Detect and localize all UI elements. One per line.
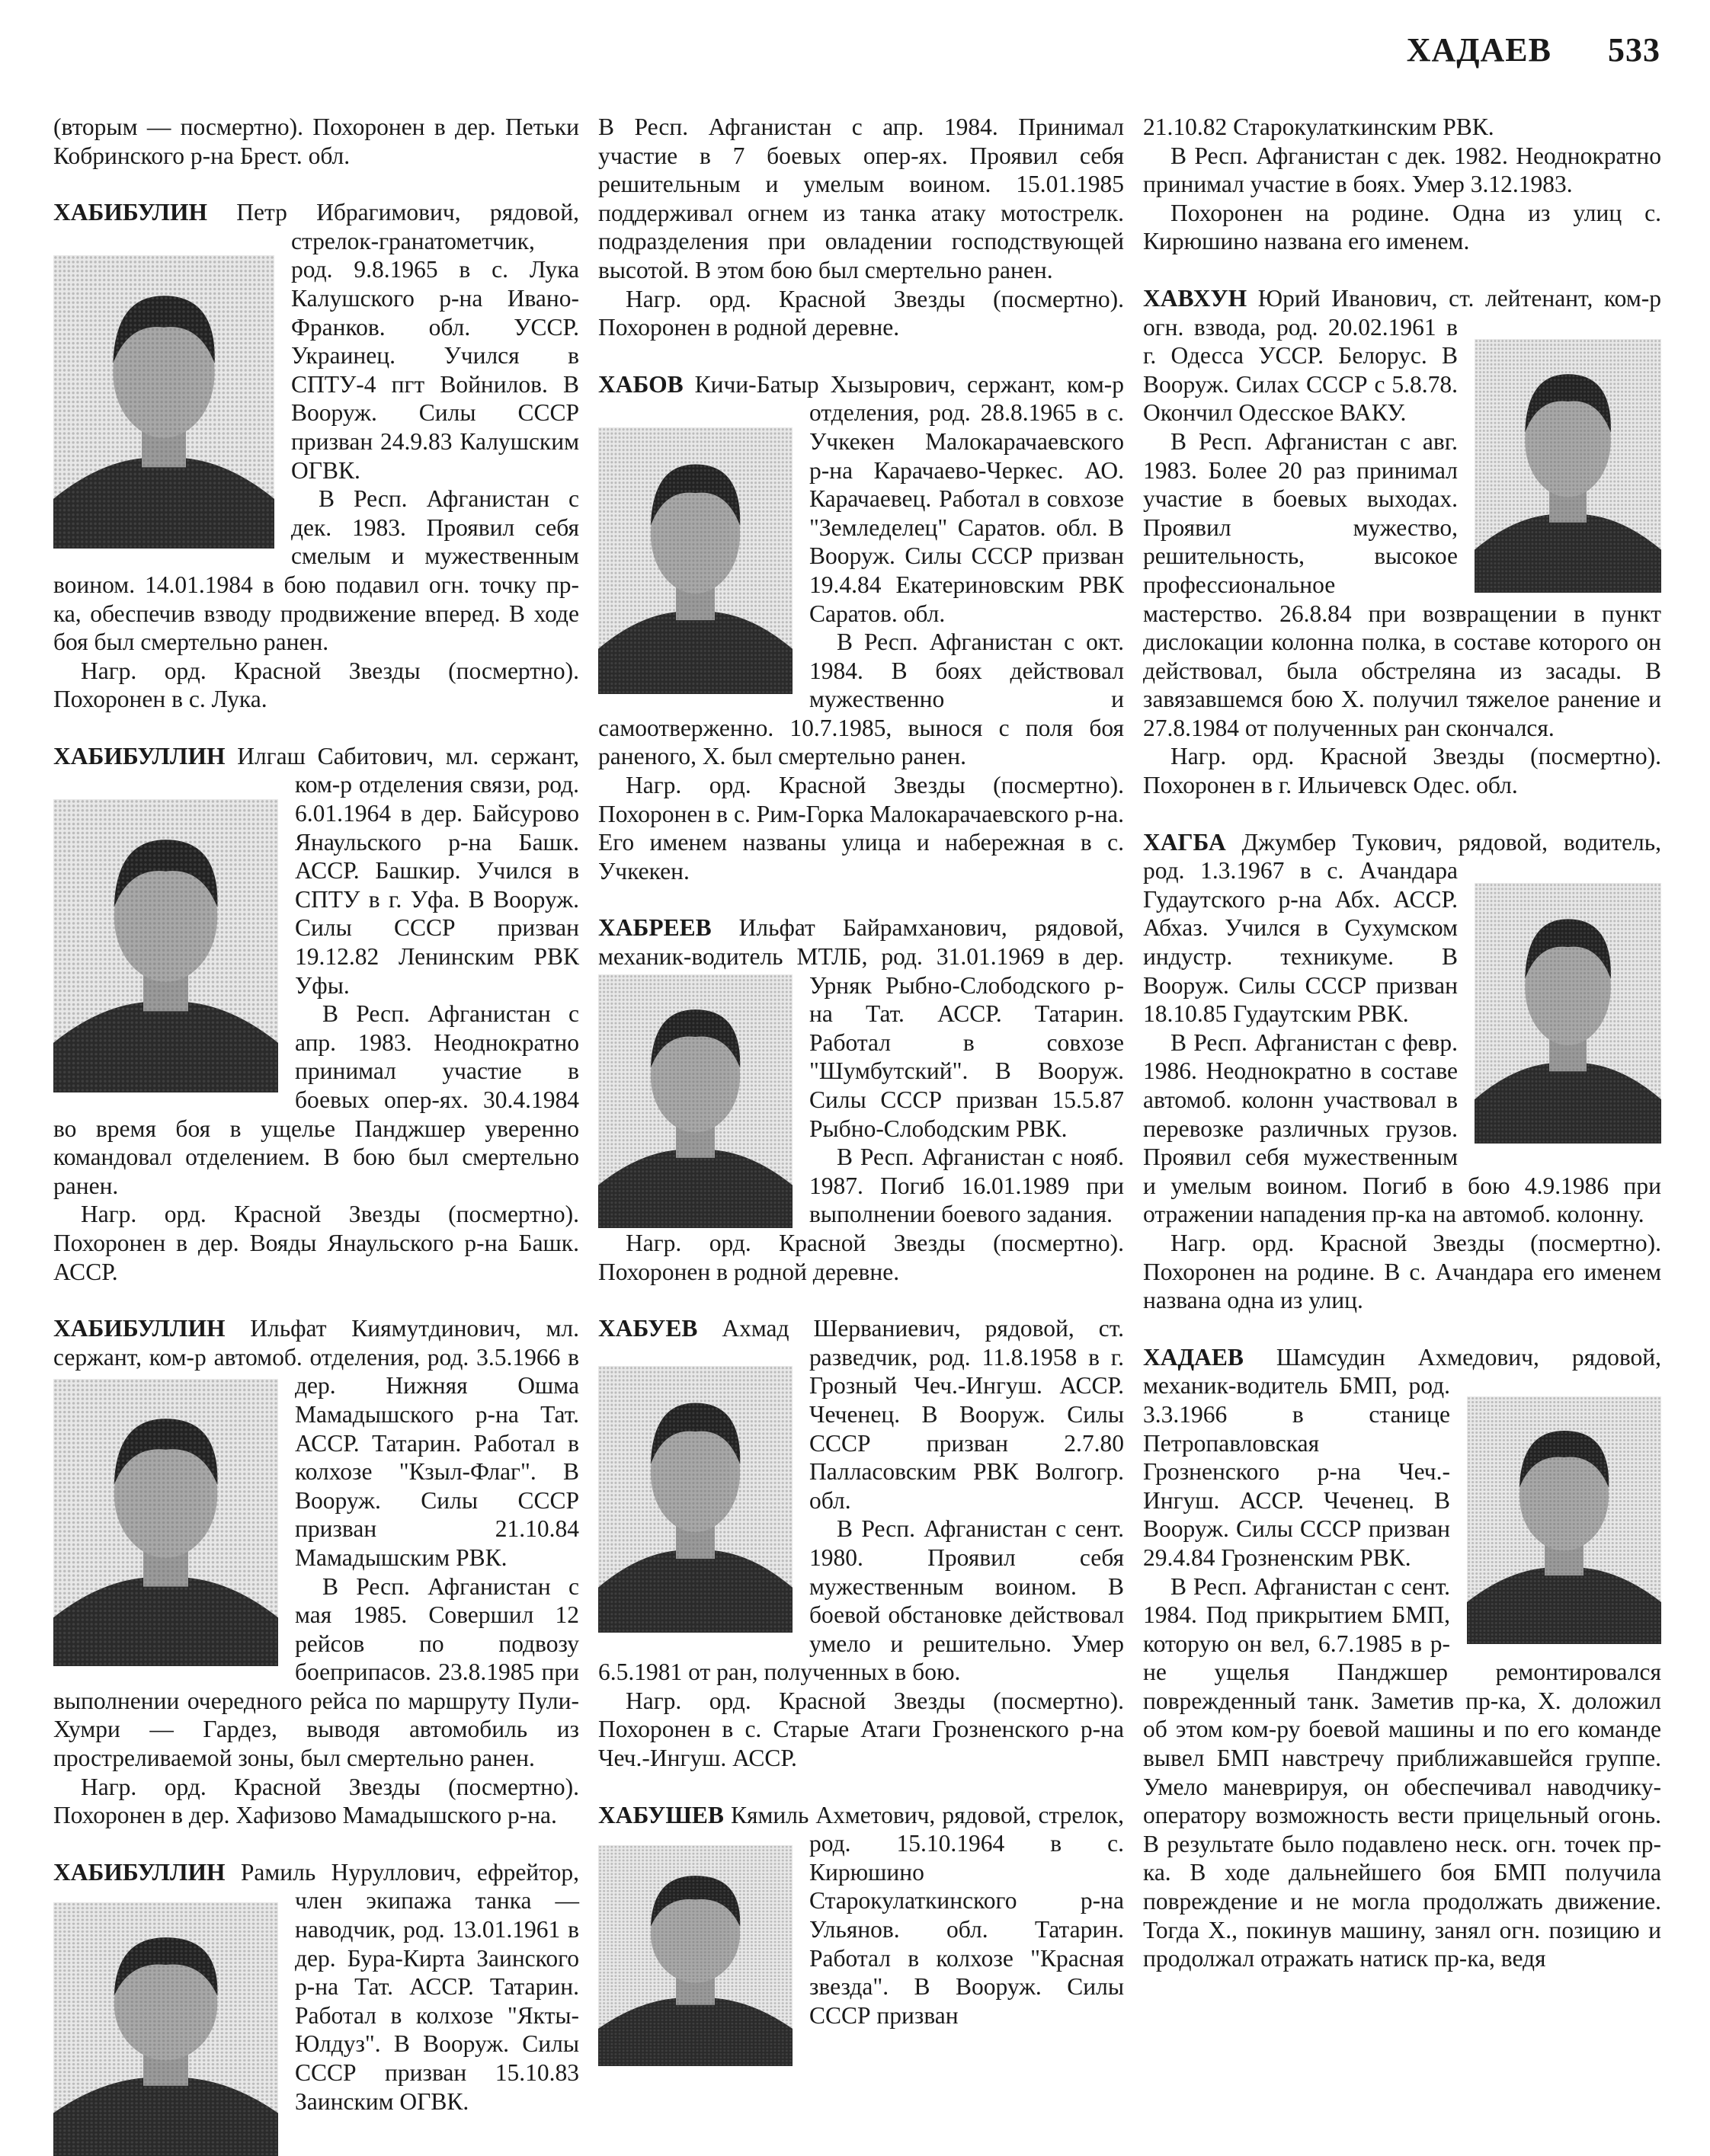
- entry-paragraph: Нагр. орд. Красной Звезды (посмертно). Похоронен в с. Рим-Горка Малокарачаевского р-на. Его именем названы улица и набережная в с. Учкекен.: [598, 772, 1124, 884]
- biography-entry: [1143, 828, 1661, 1315]
- entry-lead-text: Ильфат Киямутдинович, мл. сержант, ком-р автомоб. отделения, род. 3.5.1966 в дер. Нижняя Ошма Мамадышского р-на Тат. АССР. Татарин. Работал в колхозе "Кзыл-Флаг". В Вооруж. Силы СССР призван 21.10.84 Мамадышским РВК.: [53, 1315, 579, 1571]
- biography-entry: [598, 1801, 1124, 2030]
- biography-entry: [53, 1314, 579, 1830]
- entry-paragraph: Нагр. орд. Красной Звезды (посмертно). Похоронен в г. Ильичевск Одес. обл.: [1143, 743, 1661, 799]
- entry-surname: ХАБУШЕВ: [598, 1801, 724, 1828]
- entry-paragraph: В Респ. Афганистан с сент. 1980. Проявил себя мужественным воином. В боевой обстановке действовал умело и решительно. Умер 6.5.1981 от ран, полученных в бою.: [598, 1515, 1124, 1686]
- entry-lead-text: Илгаш Сабитович, мл. сержант, ком-р отделения связи, род. 6.01.1964 в дер. Байсурово Янаульского р-на Башк. АССР. Башкир. Учился в СПТУ в г. Уфа. В Вооруж. Силы СССР призван 19.12.82 Ленинским РВК Уфы.: [225, 742, 579, 999]
- entry-paragraph: В Респ. Афганистан с мая 1985. Совершил 12 рейсов по подвозу боеприпасов. 23.8.1985 при выполнении очередного рейса по маршруту Пули-Хумри — Гардез, выводя автомобиль из простреливаемой зоны, был смертельно ранен.: [53, 1572, 579, 1772]
- entry-paragraph: Нагр. орд. Красной Звезды (посмертно). Похоронен на родине. В с. Ачандара его именем названа одна из улиц.: [1143, 1229, 1661, 1314]
- entry-surname: ХАБИБУЛЛИН: [53, 742, 226, 769]
- portrait-photo: [53, 799, 278, 1092]
- entry-surname: ХАБИБУЛЛИН: [53, 1858, 226, 1886]
- continuation-paragraph: 21.10.82 Старокулаткинским РВК.: [1143, 114, 1494, 140]
- continuation-paragraph: Нагр. орд. Красной Звезды (посмертно). Похоронен в родной деревне.: [598, 285, 1124, 341]
- column-1: [53, 113, 579, 2156]
- entry-lead-text: Ахмад Шерваниевич, рядовой, ст. разведчик, род. 11.8.1958 в г. Грозный Чеч.-Ингуш. АССР. Чеченец. В Вооруж. Силы СССР призван 2.7.80 Палласовским РВК Волгогр. обл.: [697, 1315, 1124, 1514]
- column-3: [1143, 113, 1661, 1973]
- entry-paragraph: Нагр. орд. Красной Звезды (посмертно). Похоронен в с. Лука.: [53, 657, 579, 713]
- biography-entry: [598, 370, 1124, 886]
- entry-lead-text: Шамсудин Ахмедович, рядовой, механик-водитель БМП, род. 3.3.1966 в станице Петропавловская Грозненского р-на Чеч.-Ингуш. АССР. Чеченец. В Вооруж. Силы СССР призван 29.4.84 Грозненским РВК.: [1143, 1343, 1661, 1571]
- portrait-photo: [1475, 339, 1661, 593]
- entry-surname: ХАБИБУЛЛИН: [53, 1315, 226, 1342]
- entry-paragraph: В Респ. Афганистан с апр. 1983. Неоднократно принимал участие в боевых опер-ях. 30.4.1984 во время боя в ущелье Панджшер уверенно командовал отделением. В бою был смертельно ранен.: [53, 1000, 579, 1199]
- entry-paragraph: В Респ. Афганистан с окт. 1984. В боях действовал мужественно и самоотверженно. 10.7.1985, вынося с поля боя раненого, Х. был смертельно ранен.: [598, 629, 1124, 770]
- portrait-photo: [1467, 1396, 1661, 1644]
- portrait-photo: [53, 1902, 278, 2156]
- entry-paragraph: В Респ. Афганистан с авг. 1983. Более 20 раз принимал участие в боевых выходах. Проявил мужество, решительность, высокое профессиональное мастерство. 26.8.84 при возвращении в пункт дислокации колонна полка, в составе которого он действовал, была обстреляна из засады. В завязавшемся бою Х. получил тяжелое ранение и 27.8.1984 от полученных ран скончался.: [1143, 427, 1661, 741]
- entry-paragraph: В Респ. Афганистан с февр. 1986. Неоднократно в составе автомоб. колонн участвовал в перевозке различных грузов. Проявил себя мужественным и умелым воином. Погиб в бою 4.9.1986 при отражении нападения пр-ка на автомоб. колонну.: [1143, 1028, 1661, 1228]
- biography-entry: [53, 1858, 579, 2116]
- header-name: ХАДАЕВ: [1406, 31, 1551, 69]
- portrait-photo: [598, 974, 793, 1228]
- portrait-photo: [598, 1366, 793, 1633]
- running-header: [1407, 30, 1660, 69]
- entry-paragraph: Нагр. орд. Красной Звезды (посмертно). Похоронен в дер. Вояды Янаульского р-на Башк. АССР.: [53, 1201, 579, 1285]
- entry-surname: ХАБИБУЛИН: [53, 199, 207, 226]
- entry-lead-text: Джумбер Тукович, рядовой, водитель, род. 1.3.1967 в с. Ачандара Гудаутского р-на Абх. АССР. Абхаз. Учился в Сухумском индустр. техникуме. В Вооруж. Силы СССР призван 18.10.85 Гудаутским РВК.: [1143, 828, 1661, 1028]
- portrait-photo: [598, 427, 793, 694]
- entry-paragraph: В Респ. Афганистан с нояб. 1987. Погиб 16.01.1989 при выполнении боевого задания.: [809, 1144, 1124, 1228]
- entry-surname: ХАГБА: [1143, 828, 1226, 856]
- biography-entry: [53, 742, 579, 1286]
- biography-entry: [1143, 1343, 1661, 1973]
- portrait-photo: [1475, 883, 1661, 1144]
- entry-surname: ХАДАЕВ: [1143, 1343, 1244, 1371]
- portrait-photo: [53, 255, 274, 549]
- entry-surname: ХАБОВ: [598, 370, 684, 398]
- entry-paragraph: В Респ. Афганистан с сент. 1984. Под прикрытием БМП, которую он вел, 6.7.1985 в р-не ущелья Панджшер ремонтировался поврежденный танк. Заметив пр-ка, Х. доложил об этом ком-ру боевой машины и по его команде вывел БМП навстречу приближавшейся группе. Умело маневрируя, он обеспечивал наводчику-оператору возможность вести прицельный огонь. В результате было подавлено неск. огн. точек пр-ка. В ходе дальнейшего боя БМП получила повреждение и не могла продолжать движение. Тогда Х., покинув машину, занял огн. позицию и продолжал отражать натиск пр-ка, ведя: [1143, 1572, 1661, 1972]
- entry-lead-text: Ильфат Байрамханович, рядовой, механик-водитель МТЛБ, род. 31.01.1969 в дер. Урняк Рыбно-Слободского р-на Тат. АССР. Татарин. Работал в совхозе "Шумбутский". В Вооруж. Силы СССР призван 15.5.87 Рыбно-Слободским РВК.: [598, 914, 1124, 1142]
- continuation-paragraph: Похоронен на родине. Одна из улиц с. Кирюшино названа его именем.: [1143, 199, 1661, 255]
- continuation-paragraph: В Респ. Афганистан с дек. 1982. Неоднократно принимал участие в боях. Умер 3.12.1983.: [1143, 142, 1661, 198]
- entry-paragraph: В Респ. Афганистан с дек. 1983. Проявил себя смелым и мужественным воином. 14.01.1984 в бою подавил огн. точку пр-ка, обеспечив взводу продвижение вперед. В ходе боя был смертельно ранен.: [53, 485, 579, 656]
- entry-paragraph: Нагр. орд. Красной Звезды (посмертно). Похоронен в родной деревне.: [598, 1229, 1124, 1285]
- biography-entry: [1143, 284, 1661, 800]
- page-number: 533: [1608, 31, 1660, 69]
- entry-surname: ХАБРЕЕВ: [598, 914, 712, 942]
- biography-entry: [53, 198, 579, 714]
- biography-entry: [598, 913, 1124, 1286]
- entry-lead-text: Петр Ибрагимович, рядовой, стрелок-гранатометчик, род. 9.8.1965 в с. Лука Калушского р-на Ивано-Франков. обл. УССР. Украинец. Учился в СПТУ-4 пгт Войнилов. В Вооруж. Силы СССР призван 24.9.83 Калушским ОГВК.: [207, 199, 579, 484]
- entry-lead-text: Кичи-Батыр Хызырович, сержант, ком-р отделения, род. 28.8.1965 в с. Учкекен Малокарачаевского р-на Карачаево-Черкес. АО. Карачаевец. Работал в совхозе "Земледелец" Саратов. обл. В Вооруж. Силы СССР призван 19.4.84 Екатериновским РВК Саратов. обл.: [683, 370, 1124, 627]
- biography-entry: [598, 1314, 1124, 1773]
- continuation-paragraph: (вторым — посмертно). Похоронен в дер. Петьки Кобринского р-на Брест. обл.: [53, 114, 579, 169]
- entry-paragraph: Нагр. орд. Красной Звезды (посмертно). Похоронен в с. Старые Атаги Грозненского р-на Чеч.-Ингуш. АССР.: [598, 1687, 1124, 1772]
- portrait-photo: [53, 1379, 278, 1666]
- entry-lead-text: Рамиль Нуруллович, ефрейтор, член экипажа танка — наводчик, род. 13.01.1961 в дер. Бура-Кирта Заинского р-на Тат. АССР. Татарин. Работал в колхозе "Якты-Юлдуз". В Вооруж. Силы СССР призван 15.10.83 Заинским ОГВК.: [225, 1858, 579, 2115]
- entry-lead-text: Кямиль Ахметович, рядовой, стрелок, род. 15.10.1964 в с. Кирюшино Старокулаткинского р-на Ульянов. обл. Татарин. Работал в колхозе "Красная звезда". В Вооруж. Силы СССР призван: [723, 1801, 1124, 2029]
- column-2: [598, 113, 1124, 2066]
- entry-paragraph: Нагр. орд. Красной Звезды (посмертно). Похоронен в дер. Хафизово Мамадышского р-на.: [53, 1773, 579, 1829]
- entry-lead-text: Юрий Иванович, ст. лейтенант, ком-р огн. взвода, род. 20.02.1961 в г. Одесса УССР. Белорус. В Вооруж. Силах СССР с 5.8.78. Окончил Одесское ВАКУ.: [1143, 284, 1661, 427]
- portrait-photo: [598, 1845, 793, 2066]
- entry-surname: ХАВХУН: [1143, 284, 1247, 312]
- continuation-paragraph: В Респ. Афганистан с апр. 1984. Принимал участие в 7 боевых опер-ях. Проявил себя решительным и умелым воином. 15.01.1985 поддерживал огнем из танка атаку мотострелк. подразделения при овладении господствующей высотой. В этом бою был смертельно ранен.: [598, 114, 1124, 283]
- entry-surname: ХАБУЕВ: [598, 1315, 698, 1342]
